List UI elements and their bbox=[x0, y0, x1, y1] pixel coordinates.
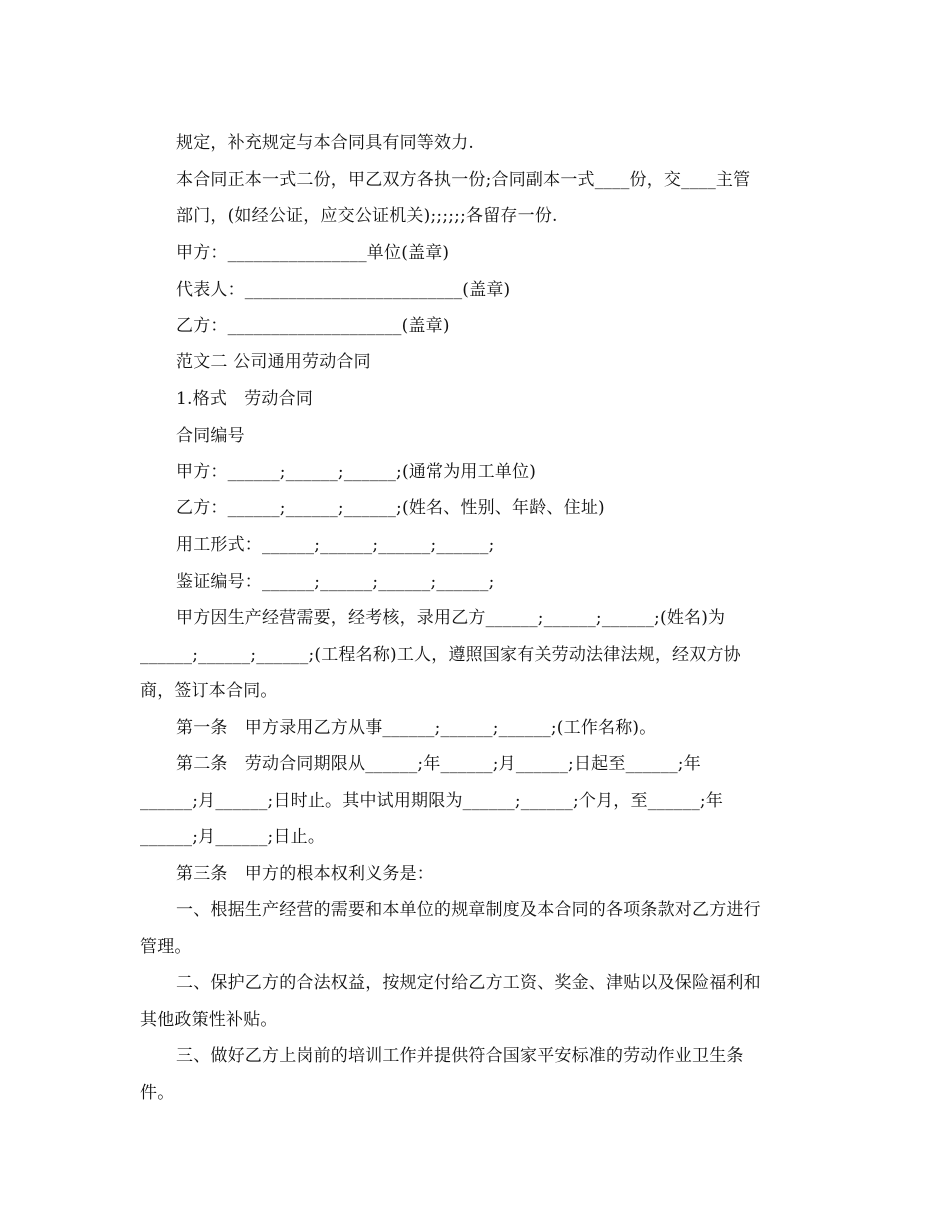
article-one: 第一条 甲方录用乙方从事______;______;______;(工作名称)。 bbox=[176, 718, 657, 738]
text-line: 管理。 bbox=[140, 937, 192, 957]
text-line: 本合同正本一式二份，甲乙双方各执一份;合同副本一式____份，交____主管 bbox=[176, 170, 751, 190]
party-b-signature-line: 乙方：____________________(盖章) bbox=[176, 316, 450, 336]
employment-form-field: 用工形式：______;______;______;______; bbox=[176, 535, 495, 555]
article-two: 第二条 劳动合同期限从______;年______;月______;日起至______;年 bbox=[176, 754, 701, 774]
section-heading: 范文二 公司通用劳动合同 bbox=[176, 352, 371, 372]
article-three: 第三条 甲方的根本权利义务是： bbox=[176, 864, 434, 884]
text-line: 部门，(如经公证，应交公证机关);;;;;;各留存一份. bbox=[176, 206, 558, 226]
text-line: 二、保护乙方的合法权益，按规定付给乙方工资、奖金、津贴以及保险福利和 bbox=[176, 973, 761, 993]
text-line: 三、做好乙方上岗前的培训工作并提供符合国家平安标准的劳动作业卫生条 bbox=[176, 1046, 744, 1066]
text-line: 甲方因生产经营需要，经考核，录用乙方______;______;______;(姓名)为 bbox=[176, 608, 726, 628]
text-line: ______;______;______;(工程名称)工人，遵照国家有关劳动法律法规，经双方协 bbox=[140, 645, 741, 665]
text-line: 商，签订本合同。 bbox=[140, 681, 278, 701]
representative-signature-line: 代表人：_________________________(盖章) bbox=[176, 280, 511, 300]
text-line: 其他政策性补贴。 bbox=[140, 1010, 278, 1030]
text-line: ______;月______;日时止。其中试用期限为______;______;个月，至______;年 bbox=[140, 791, 724, 811]
text-line: 一、根据生产经营的需要和本单位的规章制度及本合同的各项条款对乙方进行 bbox=[176, 900, 761, 920]
format-heading: 1.格式 劳动合同 bbox=[176, 389, 314, 409]
party-b-field: 乙方：______;______;______;(姓名、性别、年龄、住址) bbox=[176, 498, 605, 518]
contract-number-label: 合同编号 bbox=[176, 426, 245, 446]
text-line: 件。 bbox=[140, 1083, 175, 1103]
party-a-signature-line: 甲方：________________单位(盖章) bbox=[176, 243, 450, 263]
verification-number-field: 鉴证编号：______;______;______;______; bbox=[176, 572, 495, 592]
text-line: 规定，补充规定与本合同具有同等效力. bbox=[176, 133, 475, 153]
party-a-field: 甲方：______;______;______;(通常为用工单位) bbox=[176, 462, 537, 482]
text-line: ______;月______;日止。 bbox=[140, 827, 326, 847]
